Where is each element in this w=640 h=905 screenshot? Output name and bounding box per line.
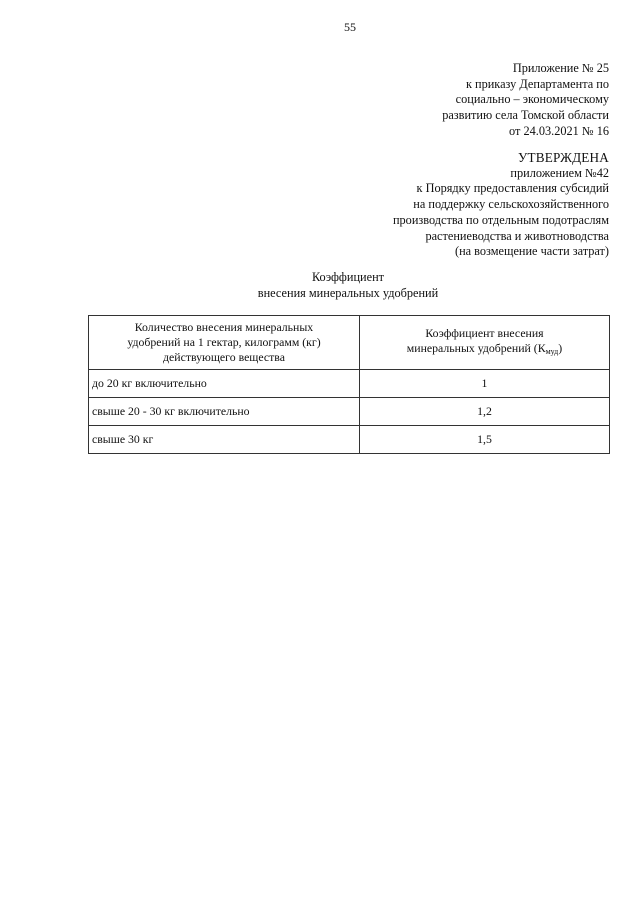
table-row <box>89 398 610 426</box>
row-coefficient: 1 <box>360 370 610 398</box>
header-quantity <box>89 316 360 370</box>
annex-header <box>442 61 609 140</box>
annex-number: Приложение № 25 <box>512 61 609 75</box>
header-coefficient-line: Коэффициент внесения <box>425 326 544 340</box>
approved-line: приложением №42 <box>510 165 609 180</box>
table-row <box>89 426 610 454</box>
coefficient-table <box>88 315 610 454</box>
annex-region-line: развитию села Томской области <box>442 108 609 123</box>
header-quantity-line: удобрений на 1 гектар, килограмм (кг) <box>127 335 321 349</box>
header-quantity-line: действующего вещества <box>163 350 285 364</box>
approved-line: растениеводства и животноводства <box>425 228 609 243</box>
page-number: 55 <box>344 20 356 34</box>
document-title-line2: внесения минеральных удобрений <box>257 285 439 300</box>
row-quantity: свыше 30 кг <box>89 426 360 454</box>
row-quantity: до 20 кг включительно <box>89 370 360 398</box>
document-title <box>88 270 608 301</box>
annex-department-line: социально – экономическому <box>455 92 609 107</box>
row-coefficient: 1,5 <box>360 426 610 454</box>
table-header-row <box>89 316 610 370</box>
approved-line: производства по отдельным подотраслям <box>392 212 609 227</box>
row-coefficient: 1,2 <box>360 398 610 426</box>
approved-line: к Порядку предоставления субсидий <box>416 181 609 196</box>
approved-line: (на возмещение части затрат) <box>454 244 609 259</box>
annex-date-line: от 24.03.2021 № 16 <box>509 123 609 138</box>
document-title-line1: Коэффициент <box>311 270 385 284</box>
row-quantity: свыше 20 - 30 кг включительно <box>89 398 360 426</box>
header-coefficient-suffix: ) <box>558 341 563 355</box>
approved-header <box>393 150 609 260</box>
header-coefficient-text: минеральных удобрений (К <box>406 341 546 355</box>
header-coefficient-line <box>364 341 605 359</box>
table-row <box>89 370 610 398</box>
header-coefficient <box>360 316 610 370</box>
approved-line: на поддержку сельскохозяйственного <box>413 197 609 212</box>
header-coefficient-subscript: муд <box>545 347 559 356</box>
annex-order-line: к приказу Департамента по <box>465 76 609 91</box>
header-quantity-line: Количество внесения минеральных <box>134 320 314 334</box>
approved-title: УТВЕРЖДЕНА <box>517 150 609 165</box>
